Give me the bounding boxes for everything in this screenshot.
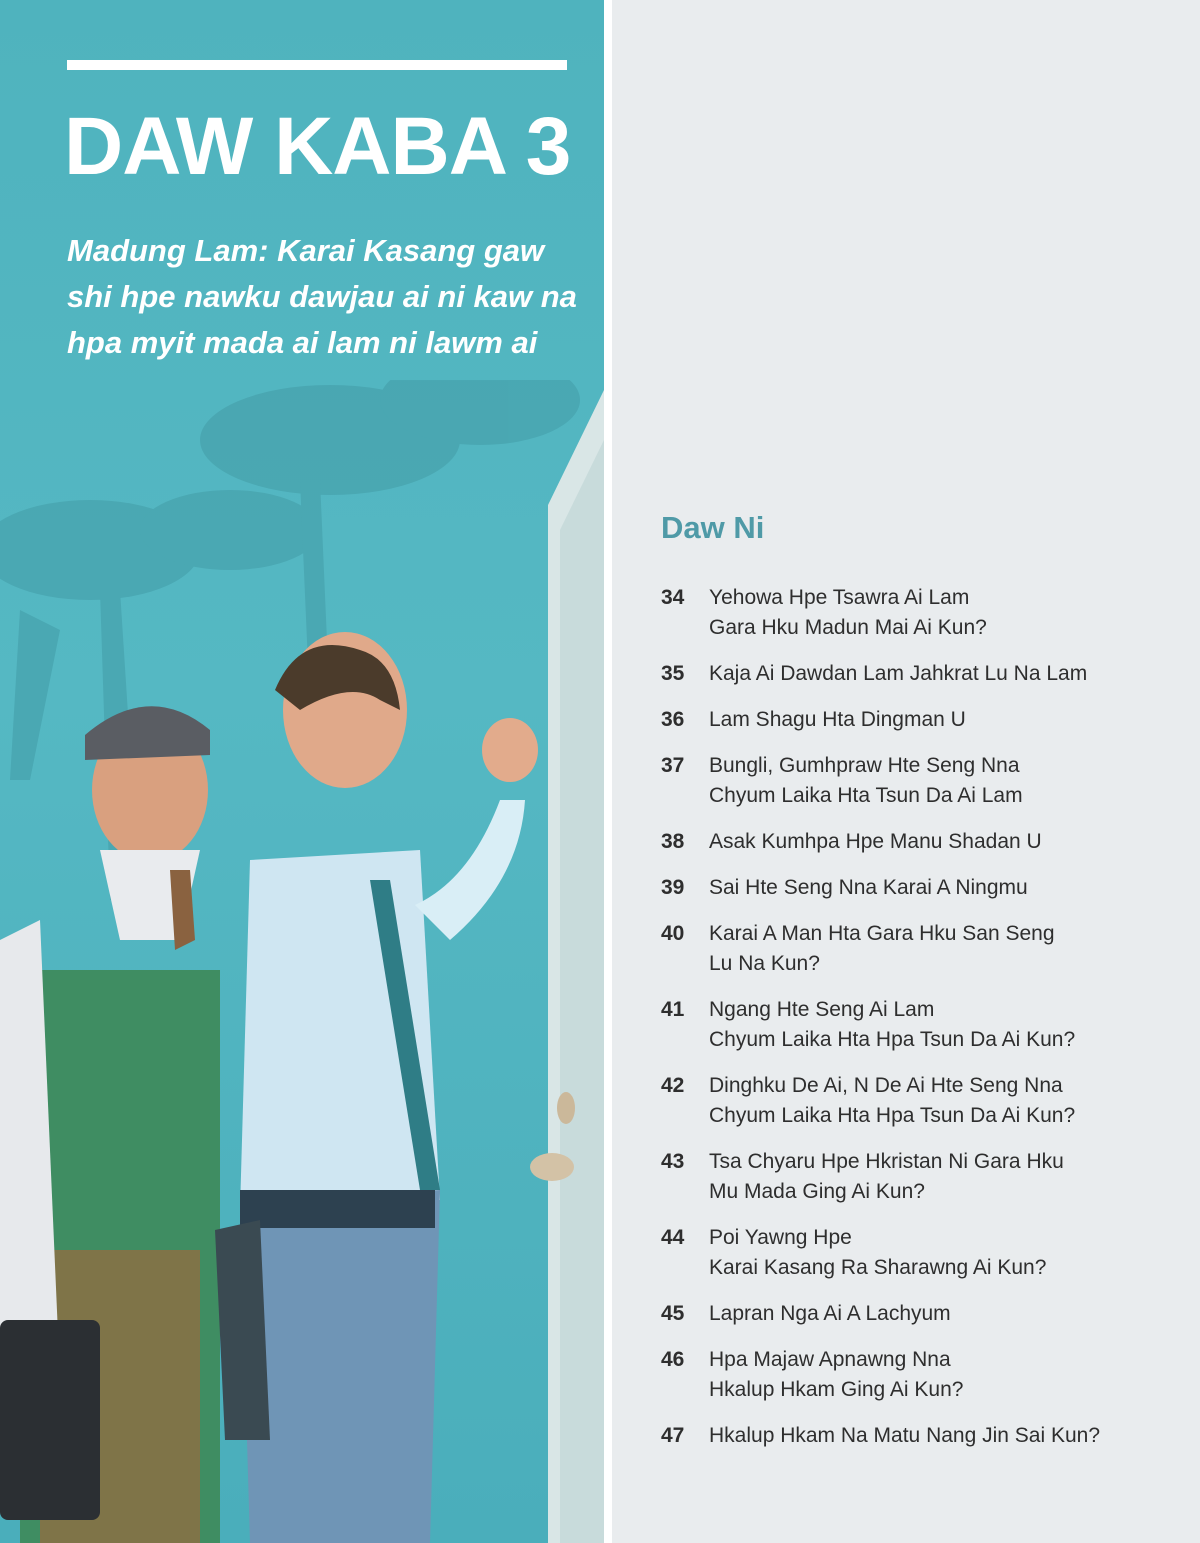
toc-item-title: [709, 659, 1087, 689]
toc-item-title-line: Dinghku De Ai, N De Ai Hte Seng Nna: [709, 1074, 1063, 1097]
toc-item-title-line: Lu Na Kun?: [709, 952, 820, 975]
toc-item-title: [709, 995, 1075, 1055]
toc-item-title-line: Chyum Laika Hta Tsun Da Ai Lam: [709, 784, 1023, 807]
toc-item-title: [709, 1147, 1064, 1207]
toc-item-number: 36: [661, 708, 685, 731]
toc-item-title-line: Hkalup Hkam Ging Ai Kun?: [709, 1378, 964, 1401]
toc-item-number: 38: [661, 830, 685, 853]
toc-item-title-line: Kaja Ai Dawdan Lam Jahkrat Lu Na Lam: [709, 662, 1088, 685]
toc-item-title-line: Chyum Laika Hta Hpa Tsun Da Ai Kun?: [709, 1028, 1076, 1051]
young-man-figure: [215, 632, 538, 1543]
toc-item-number: 46: [661, 1348, 685, 1371]
toc-item[interactable]: [661, 1421, 1181, 1451]
toc-item[interactable]: [661, 1071, 1181, 1131]
toc-item-title-line: Sai Hte Seng Nna Karai A Ningmu: [709, 876, 1028, 899]
toc-item-number: 37: [661, 754, 685, 777]
toc-item-title: [709, 1421, 1100, 1451]
older-man-figure: [0, 706, 220, 1543]
panel-divider: [604, 0, 612, 1543]
section-subtitle: Madung Lam: Karai Kasang gaw shi hpe nawku dawjau ai ni kaw na hpa myit mada ai lam ni lawm ai: [67, 233, 577, 360]
toc-item-title: [709, 827, 1042, 857]
toc-item-title: [709, 583, 987, 643]
toc-item-title-line: Tsa Chyaru Hpe Hkristan Ni Gara Hku: [709, 1150, 1064, 1173]
toc-item[interactable]: [661, 1147, 1181, 1207]
toc-item-number: 45: [661, 1302, 685, 1325]
toc-item[interactable]: [661, 583, 1181, 643]
toc-item[interactable]: [661, 919, 1181, 979]
toc-item-title-line: Karai A Man Hta Gara Hku San Seng: [709, 922, 1055, 945]
toc-item-number: 40: [661, 922, 685, 945]
toc-list: [661, 583, 1181, 1467]
toc-item-title-line: Ngang Hte Seng Ai Lam: [709, 998, 935, 1021]
toc-item[interactable]: [661, 873, 1181, 903]
toc-item[interactable]: [661, 705, 1181, 735]
toc-item-title-line: Chyum Laika Hta Hpa Tsun Da Ai Kun?: [709, 1104, 1076, 1127]
toc-item-title-line: Lam Shagu Hta Dingman U: [709, 708, 966, 731]
toc-item-number: 41: [661, 998, 685, 1021]
toc-item[interactable]: [661, 1223, 1181, 1283]
toc-item-title-line: Poi Yawng Hpe: [709, 1226, 852, 1249]
toc-item[interactable]: [661, 995, 1181, 1055]
toc-item-title: [709, 705, 966, 735]
toc-item-title: [709, 1299, 951, 1329]
toc-item-title-line: Hpa Majaw Apnawng Nna: [709, 1348, 951, 1371]
toc-heading: Daw Ni: [661, 510, 765, 545]
toc-item[interactable]: [661, 827, 1181, 857]
toc-item-title: [709, 919, 1055, 979]
toc-item[interactable]: [661, 751, 1181, 811]
toc-item[interactable]: [661, 1299, 1181, 1329]
door-panel: [560, 440, 604, 1543]
toc-item-title: [709, 1071, 1075, 1131]
door-knocking-illustration: [0, 380, 604, 1543]
toc-item[interactable]: [661, 1345, 1181, 1405]
toc-item-title-line: Bungli, Gumhpraw Hte Seng Nna: [709, 754, 1020, 777]
toc-item-title-line: Yehowa Hpe Tsawra Ai Lam: [709, 586, 970, 609]
toc-item-title-line: Asak Kumhpa Hpe Manu Shadan U: [709, 830, 1042, 853]
toc-item-title-line: Mu Mada Ging Ai Kun?: [709, 1180, 925, 1203]
toc-item-title: [709, 873, 1028, 903]
toc-item-number: 44: [661, 1226, 685, 1249]
toc-item-title-line: Gara Hku Madun Mai Ai Kun?: [709, 616, 987, 639]
door-knob: [530, 1153, 574, 1181]
toc-item-title: [709, 751, 1023, 811]
toc-item-number: 35: [661, 662, 685, 685]
toc-item-number: 39: [661, 876, 685, 899]
toc-item-title-line: Hkalup Hkam Na Matu Nang Jin Sai Kun?: [709, 1424, 1101, 1447]
toc-item-title-line: Lapran Nga Ai A Lachyum: [709, 1302, 951, 1325]
toc-item-number: 47: [661, 1424, 685, 1447]
toc-item-title: [709, 1223, 1046, 1283]
part-title: DAW KABA 3: [64, 101, 571, 192]
toc-item-number: 43: [661, 1150, 685, 1173]
title-rule: [67, 60, 567, 70]
toc-item-number: 34: [661, 586, 685, 609]
door-lock: [557, 1092, 575, 1124]
toc-item-title-line: Karai Kasang Ra Sharawng Ai Kun?: [709, 1256, 1047, 1279]
toc-item-title: [709, 1345, 963, 1405]
toc-item-number: 42: [661, 1074, 685, 1097]
toc-item[interactable]: [661, 659, 1181, 689]
